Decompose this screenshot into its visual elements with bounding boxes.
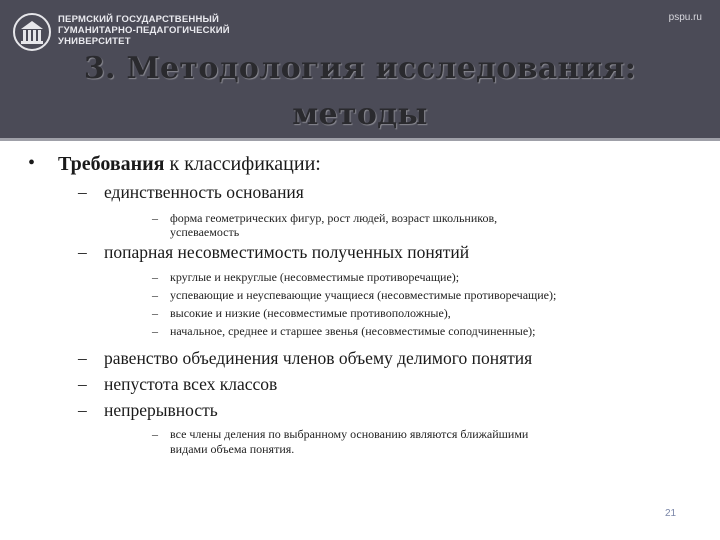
dash-marker: –: [152, 324, 158, 338]
slide-title-line: 3. Методология исследования:: [83, 51, 637, 86]
dash-marker: –: [78, 182, 87, 202]
slide-title-line: методы: [292, 97, 428, 132]
main-requirement-bold: Требования: [58, 153, 165, 175]
university-name: [58, 14, 230, 47]
dash-marker: –: [78, 348, 87, 368]
dash-marker: –: [152, 211, 158, 225]
sub-list-item: форма геометрических фигур, рост людей, возраст школьников,: [170, 211, 498, 225]
header-band: [0, 0, 720, 138]
main-requirement: [58, 153, 321, 176]
sub-list-item: начальное, среднее и старшее звенья (несовместимые соподчиненные);: [170, 324, 536, 338]
sub-list-item: видами объема понятия.: [170, 442, 295, 456]
page-number: 21: [665, 508, 677, 519]
dash-marker: –: [152, 306, 158, 320]
sub-list-item: все члены деления по выбранному основанию являются ближайшими: [170, 427, 529, 441]
main-requirement-rest: к классификации:: [164, 153, 321, 175]
list-item: непрерывность: [104, 400, 218, 420]
site-link[interactable]: pspu.ru: [668, 12, 702, 23]
dash-marker: –: [78, 242, 87, 262]
university-name-line: ГУМАНИТАРНО-ПЕДАГОГИЧЕСКИЙ: [58, 25, 230, 36]
dash-marker: –: [152, 270, 158, 284]
university-name-line: УНИВЕРСИТЕТ: [58, 36, 131, 47]
bullet-marker: •: [28, 152, 36, 174]
dash-marker: –: [78, 400, 87, 420]
dash-marker: –: [78, 374, 87, 394]
sub-list-item: круглые и некруглые (несовместимые противоречащие);: [170, 270, 460, 284]
dash-marker: –: [152, 427, 158, 441]
sub-list-item: успевающие и неуспевающие учащиеся (несовместимые противоречащие);: [170, 288, 557, 302]
dash-marker: –: [152, 288, 158, 302]
slide-title: [0, 46, 720, 138]
list-item: равенство объединения членов объему делимого понятия: [104, 348, 533, 368]
list-item: единственность основания: [104, 182, 304, 202]
sub-list-item: успеваемость: [170, 225, 240, 239]
list-item: непустота всех классов: [104, 374, 278, 394]
sub-list-item: высокие и низкие (несовместимые противоположные),: [170, 306, 451, 320]
header-divider: [0, 138, 720, 141]
university-name-line: ПЕРМСКИЙ ГОСУДАРСТВЕННЫЙ: [58, 14, 220, 25]
list-item: попарная несовместимость полученных понятий: [104, 242, 470, 262]
